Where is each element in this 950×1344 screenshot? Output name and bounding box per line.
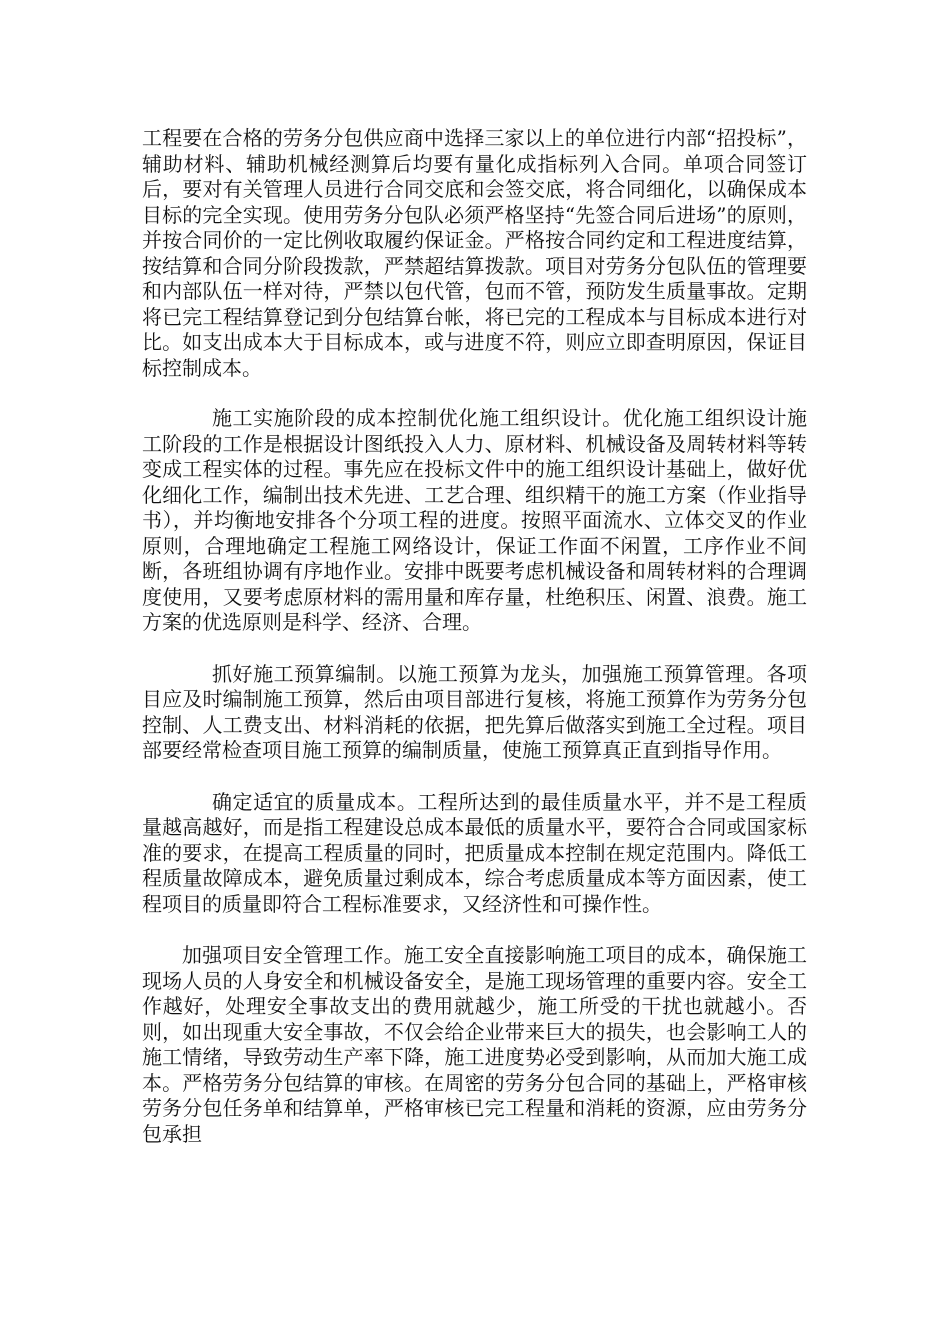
paragraph-safety-management: 加强项目安全管理工作。施工安全直接影响施工项目的成本，确保施工现场人员的人身安全和机械设备安全，是施工现场管理的重要内容。安全工作越好，处理安全事故支出的费用就越少，施工所受的干扰也就越小。否则，如出现重大安全事故，不仅会给企业带来巨大的损失，也会影响工人的施工情绪，导致劳动生产率下降，施工进度势必受到影响，从而加大施工成本。严格劳务分包结算的审核。在周密的劳务分包合同的基础上，严格审核劳务分包任务单和结算单，严格审核已完工程量和消耗的资源，应由劳务分包承担 (142, 943, 807, 1146)
paragraph-construction-budget: 抓好施工预算编制。以施工预算为龙头，加强施工预算管理。各项目应及时编制施工预算，然后由项目部进行复核，将施工预算作为劳务分包控制、人工费支出、材料消耗的依据，把先算后做落实到施工全过程。项目部要经常检查项目施工预算的编制质量，使施工预算真正直到指导作用。 (142, 661, 807, 762)
paragraph-labor-subcontract-contract: 工程要在合格的劳务分包供应商中选择三家以上的单位进行内部“招投标”，辅助材料、辅助机械经测算后均要有量化成指标列入合同。单项合同签订后，要对有关管理人员进行合同交底和会签交底，将合同细化，以确保成本目标的完全实现。使用劳务分包队必须严格坚持“先签合同后进场”的原则，并按合同价的一定比例收取履约保证金。严格按合同约定和工程进度结算，按结算和合同分阶段拨款，严禁超结算拨款。项目对劳务分包队伍的管理要和内部队伍一样对待，严禁以包代管，包而不管，预防发生质量事故。定期将已完工程结算登记到分包结算台帐，将已完的工程成本与目标成本进行对比。如支出成本大于目标成本，或与进度不符，则应立即查明原因，保证目标控制成本。 (142, 126, 807, 380)
document-body (142, 126, 807, 1147)
paragraph-quality-cost: 确定适宜的质量成本。工程所达到的最佳质量水平，并不是工程质量越高越好，而是指工程建设总成本最低的质量水平，要符合合同或国家标准的要求，在提高工程质量的同时，把质量成本控制在规定范围内。降低工程质量故障成本，避免质量过剩成本，综合考虑质量成本等方面因素，使工程项目的质量即符合工程标准要求，又经济性和可操作性。 (142, 789, 807, 916)
paragraph-construction-organization-design: 施工实施阶段的成本控制优化施工组织设计。优化施工组织设计施工阶段的工作是根据设计图纸投入人力、原材料、机械设备及周转材料等转变成工程实体的过程。事先应在投标文件中的施工组织设计基础上，做好优化细化工作，编制出技术先进、工艺合理、组织精干的施工方案（作业指导书），并均衡地安排各个分项工程的进度。按照平面流水、立体交叉的作业原则，合理地确定工程施工网络设计，保证工作面不闲置，工序作业不间断，各班组协调有序地作业。安排中既要考虑机械设备和周转材料的合理调度使用，又要考虑原材料的需用量和库存量，杜绝积压、闲置、浪费。施工方案的优选原则是科学、经济、合理。 (142, 406, 807, 634)
